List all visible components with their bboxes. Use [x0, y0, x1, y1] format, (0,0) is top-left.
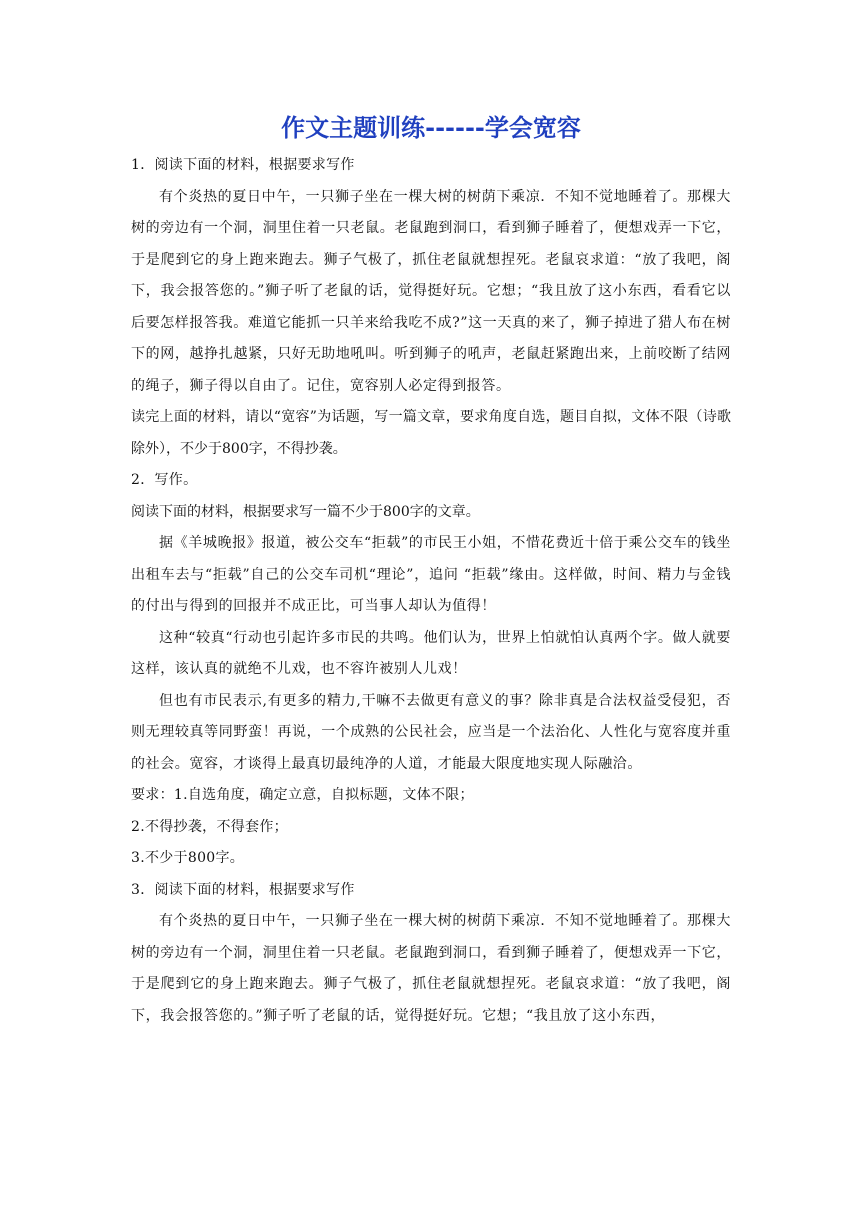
document-title: 作文主题训练------学会宽容: [281, 114, 581, 142]
q2-requirement-1: 要求：1.自选角度，确定立意，自拟标题，文体不限；: [131, 787, 474, 803]
q1-task: 读完上面的材料，请以“宽容”为话题，写一篇文章，要求角度自选，题目自拟，文体不限（诗歌除外），不少于800字，不得抄袭。: [131, 409, 731, 457]
document-page: [131, 108, 731, 1032]
q2-requirement-2: 2.不得抄袭，不得套作；: [131, 818, 288, 835]
q2-paragraph-1: 据《羊城晚报》报道，被公交车“拒载”的市民王小姐，不惜花费近十倍于乘公交车的钱坐出租车去与“拒载”自己的公交车司机“理论”，追问 “拒载”缘由。这样做，时间、精力与金钱的付出与得到的回报并不成正比，可当事人却认为值得！: [131, 535, 731, 614]
q2-requirement-3: 3.不少于800字。: [131, 850, 245, 866]
q2-paragraph-3: 但也有市民表示,有更多的精力,干嘛不去做更有意义的事？除非真是合法权益受侵犯，否则无理较真等同野蛮！再说，一个成熟的公民社会，应当是一个法治化、人性化与宽容度并重的社会。宽容，才谈得上最真切最纯净的人道，才能最大限度地实现人际融洽。: [131, 692, 731, 772]
q2-intro: 阅读下面的材料，根据要求写一篇不少于800字的文章。: [131, 503, 480, 520]
q3-story: 有个炎热的夏日中午，一只狮子坐在一棵大树的树荫下乘凉．不知不觉地睡着了。那棵大树的旁边有一个洞，洞里住着一只老鼠。老鼠跑到洞口，看到狮子睡着了，便想戏弄一下它，于是爬到它的身上跑来跑去。狮子气极了，抓住老鼠就想捏死。老鼠哀求道：“放了我吧，阁下，我会报答您的。”狮子听了老鼠的话，觉得挺好玩。它想；“我且放了这小东西，: [131, 913, 731, 1024]
q1-heading: 1．阅读下面的材料，根据要求写作: [131, 157, 355, 173]
q3-heading: 3．阅读下面的材料，根据要求写作: [131, 881, 355, 898]
q1-story: 有个炎热的夏日中午，一只狮子坐在一棵大树的树荫下乘凉．不知不觉地睡着了。那棵大树的旁边有一个洞，洞里住着一只老鼠。老鼠跑到洞口，看到狮子睡着了，便想戏弄一下它，于是爬到它的身上跑来跑去。狮子气极了，抓住老鼠就想捏死。老鼠哀求道：“放了我吧，阁下，我会报答您的。”狮子听了老鼠的话，觉得挺好玩。它想；“我且放了这小东西，看看它以后要怎样报答我。难道它能抓一只羊来给我吃不成?”这一天真的来了，狮子掉进了猎人布在树下的网，越挣扎越紧，只好无助地吼叫。听到狮子的吼声，老鼠赶紧跑出来，上前咬断了结网的绳子，狮子得以自由了。记住，宽容别人必定得到报答。: [131, 188, 731, 394]
q2-heading: 2．写作。: [131, 472, 198, 488]
q2-paragraph-2: 这种“较真“行动也引起许多市民的共鸣。他们认为，世界上怕就怕认真两个字。做人就要这样，该认真的就绝不儿戏，也不容许被别人儿戏！: [131, 629, 731, 677]
